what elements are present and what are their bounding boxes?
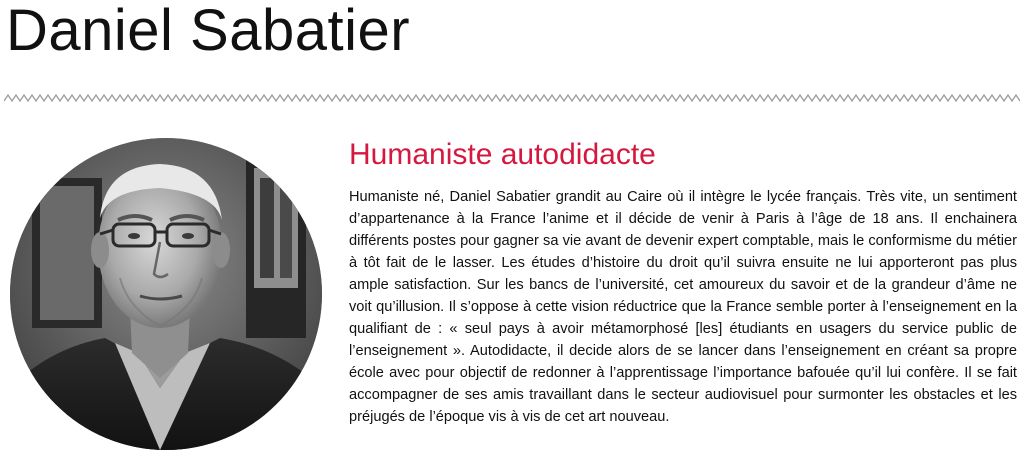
page-title: Daniel Sabatier: [6, 0, 411, 63]
portrait-photo: [10, 138, 322, 450]
bio-paragraph: Humaniste né, Daniel Sabatier grandit au Caire où il intègre le lycée français. Très vite, un sentiment d’appartenance à la France l’anime et il décide de venir à Paris à l’âge de 18 ans. Il enchainera différents postes pour gagner sa vie avant de devenir expert comptable, mais le conformisme du métier à tôt fait de le lasser. Les études d’histoire du droit qu’il suivra ensuite ne lui apporteront pas plus ample satisfaction. Sur les bancs de l’université, cet amoureux du savoir et de la grandeur d’âme ne voit qu’illusion. Il s’oppose à cette vision réductrice que la France semble porter à l’enseignement en la qualifiant de : « seul pays à avoir métamorphosé [les] étudiants en usagers du service public de l’enseignement ». Autodidacte, il decide alors de se lancer dans l’enseignement en créant sa propre école avec pour objectif de redonner à l’apprentissage l’importance bafouée qu’il lui confère. Il se fait accompagner de ses amis travaillant dans le secteur audiovisuel pour surmonter les obstacles et les préjugés de l’époque vis à vis de cet art nouveau.: [349, 189, 1017, 425]
bio-section: [349, 135, 1017, 428]
section-heading: Humaniste autodidacte: [349, 138, 656, 171]
zigzag-divider: [4, 92, 1020, 104]
